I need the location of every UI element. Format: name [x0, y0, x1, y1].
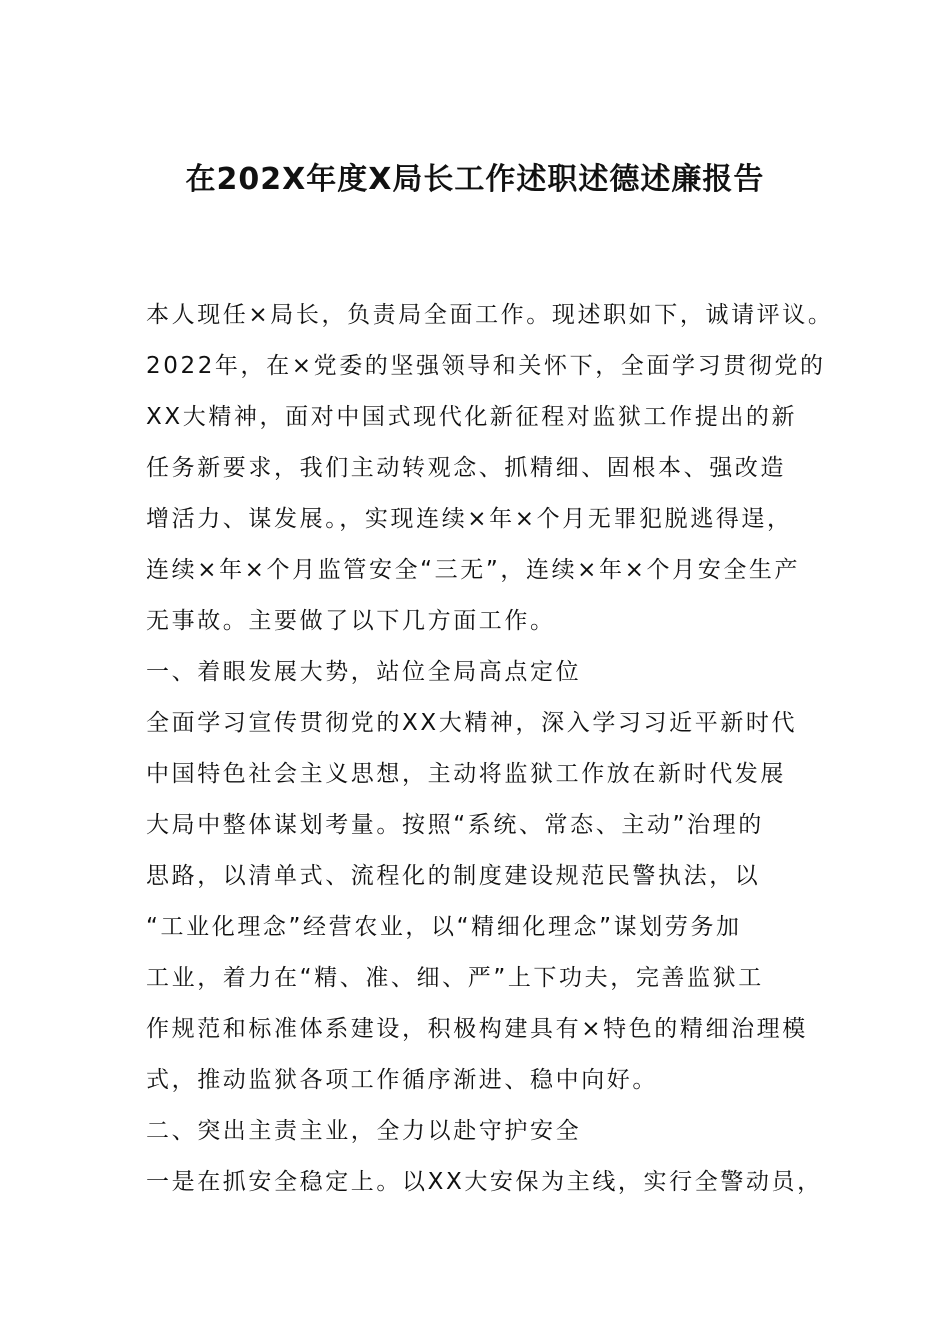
- body-line: 全面学习宣传贯彻党的XX大精神，深入学习习近平新时代: [146, 710, 798, 736]
- document-body: [146, 290, 834, 1208]
- body-line: 式，推动监狱各项工作循序渐进、稳中向好。: [146, 1067, 658, 1093]
- body-line: 一是在抓安全稳定上。以XX大安保为主线，实行全警动员，: [146, 1169, 823, 1195]
- body-line: 本人现任×局长，负责局全面工作。现述职如下，诚请评议。: [146, 302, 834, 328]
- body-line: 任务新要求，我们主动转观念、抓精细、固根本、强改造: [146, 455, 786, 481]
- body-line: 无事故。主要做了以下几方面工作。: [146, 608, 556, 634]
- body-line: 大局中整体谋划考量。按照“系统、常态、主动”治理的: [146, 812, 764, 838]
- body-line: 2022年，在×党委的坚强领导和关怀下，全面学习贯彻党的: [146, 353, 826, 379]
- section-heading-2: 二、突出主责主业，全力以赴守护安全: [146, 1118, 582, 1144]
- document-title: 在202X年度X局长工作述职述德述廉报告: [185, 162, 765, 197]
- body-line: 增活力、谋发展。，实现连续×年×个月无罪犯脱逃得逞，: [146, 506, 793, 532]
- body-line: 连续×年×个月监管安全“三无”，连续×年×个月安全生产: [146, 557, 801, 583]
- body-line: 思路，以清单式、流程化的制度建设规范民警执法，以: [146, 863, 761, 889]
- body-line: 作规范和标准体系建设，积极构建具有×特色的精细治理模: [146, 1016, 808, 1042]
- section-heading-1: 一、着眼发展大势，站位全局高点定位: [146, 659, 582, 685]
- body-line: 工业，着力在“精、准、细、严”上下功夫，完善监狱工: [146, 965, 764, 991]
- body-line: XX大精神，面对中国式现代化新征程对监狱工作提出的新: [146, 404, 798, 430]
- body-line: “工业化理念”经营农业，以“精细化理念”谋划劳务加: [146, 914, 742, 940]
- body-line: 中国特色社会主义思想，主动将监狱工作放在新时代发展: [146, 761, 786, 787]
